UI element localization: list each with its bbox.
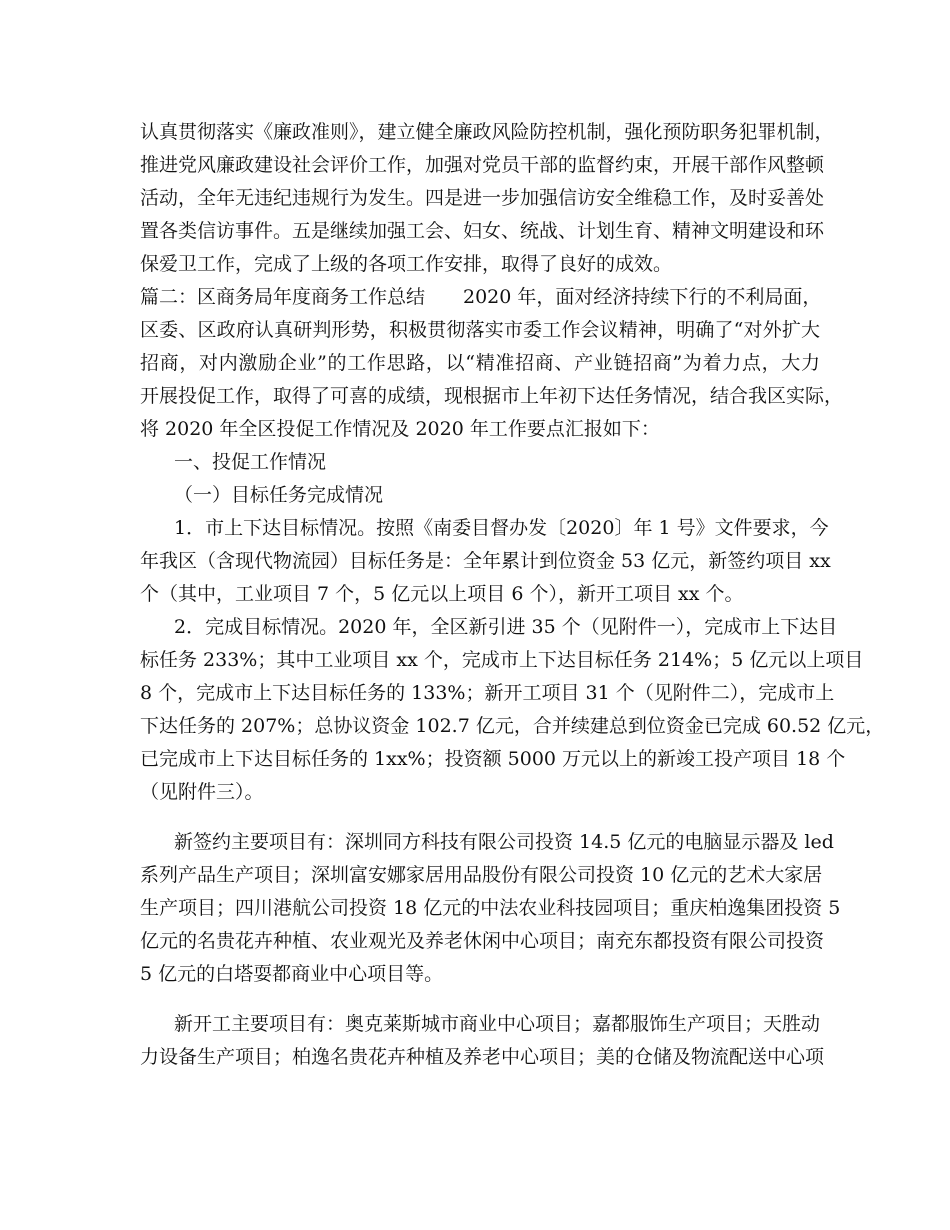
text-line: 亿元的名贵花卉种植、农业观光及养老休闲中心项目；南充东都投资有限公司投资 — [140, 930, 825, 952]
text-line: 标任务 233%；其中工业项目 xx 个，完成市上下达目标任务 214%；5 亿元以上项目 — [140, 649, 864, 671]
heading-level-2: （一）目标任务完成情况 — [174, 484, 384, 506]
text-line: 区委、区政府认真研判形势，积极贯彻落实市委工作会议精神，明确了“对外扩大 — [140, 319, 820, 341]
text-line: 1．市上下达目标情况。按照《南委目督办发〔2020〕年 1 号》文件要求，今 — [174, 517, 829, 539]
text-line: 招商，对内激励企业”的工作思路，以“精准招商、产业链招商”为着力点，大力 — [140, 352, 820, 374]
text-line: 力设备生产项目；柏逸名贵花卉种植及养老中心项目；美的仓储及物流配送中心项 — [140, 1046, 825, 1068]
text-line: 将 2020 年全区投促工作情况及 2020 年工作要点汇报如下： — [140, 418, 660, 440]
text-line: 个（其中，工业项目 7 个，5 亿元以上项目 6 个），新开工项目 xx 个。 — [140, 583, 744, 605]
text-line: 活动，全年无违纪违规行为发生。四是进一步加强信访安全维稳工作，及时妥善处 — [140, 187, 825, 209]
text-line: 5 亿元的白塔耍都商业中心项目等。 — [140, 963, 444, 985]
text-line: 生产项目；四川港航公司投资 18 亿元的中法农业科技园项目；重庆柏逸集团投资 5 — [140, 897, 841, 919]
text-line: 2．完成目标情况。2020 年，全区新引进 35 个（见附件一），完成市上下达目 — [174, 616, 838, 638]
text-line: 开展投促工作，取得了可喜的成绩，现根据市上年初下达任务情况，结合我区实际， — [140, 385, 844, 407]
text-line: 认真贯彻落实《廉政准则》，建立健全廉政风险防控机制，强化预防职务犯罪机制， — [140, 121, 834, 143]
text-line: 系列产品生产项目；深圳富安娜家居用品股份有限公司投资 10 亿元的艺术大家居 — [140, 864, 823, 886]
text-line: （见附件三）。 — [140, 781, 264, 803]
text-line: 8 个，完成市上下达目标任务的 133%；新开工项目 31 个（见附件二），完成市上 — [140, 682, 835, 704]
text-line: 新开工主要项目有：奥克莱斯城市商业中心项目；嘉都服饰生产项目；天胜动 — [174, 1013, 821, 1035]
text-line: 年我区（含现代物流园）目标任务是：全年累计到位资金 53 亿元，新签约项目 xx — [140, 550, 831, 572]
heading-level-1: 一、投促工作情况 — [174, 451, 327, 473]
text-line: 已完成市上下达目标任务的 1xx%；投资额 5000 万元以上的新竣工投产项目 18 个 — [140, 748, 846, 770]
section-heading-line: 篇二：区商务局年度商务工作总结 2020 年，面对经济持续下行的不利局面， — [140, 286, 822, 308]
text-line: 下达任务的 207%；总协议资金 102.7 亿元，合并续建总到位资金已完成 60.52 亿元， — [140, 715, 885, 737]
text-line: 新签约主要项目有：深圳同方科技有限公司投资 14.5 亿元的电脑显示器及 led — [174, 831, 834, 853]
text-line: 置各类信访事件。五是继续加强工会、妇女、统战、计划生育、精神文明建设和环 — [140, 220, 825, 242]
text-line: 推进党风廉政建设社会评价工作，加强对党员干部的监督约束，开展干部作风整顿 — [140, 154, 825, 176]
text-line: 保爱卫工作，完成了上级的各项工作安排，取得了良好的成效。 — [140, 253, 673, 275]
